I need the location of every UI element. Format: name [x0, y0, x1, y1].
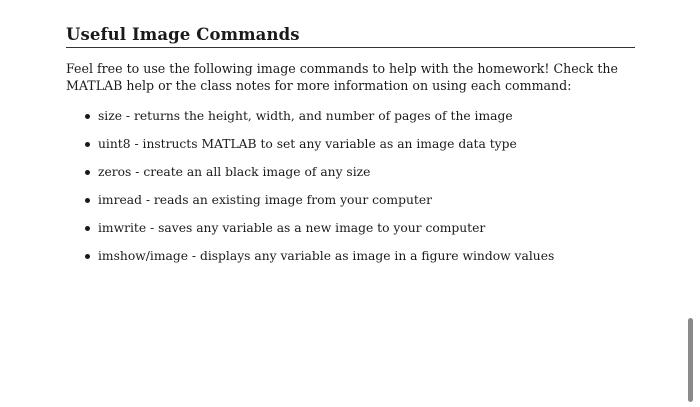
list-item [80, 218, 600, 246]
command-text: imread - reads an existing image from your computer [98, 193, 432, 207]
list-item [80, 246, 600, 274]
command-text: imwrite - saves any variable as a new image to your computer [98, 221, 486, 235]
command-text: imshow/image - displays any variable as image in a figure window values [98, 249, 555, 263]
bullet-icon [85, 142, 90, 147]
command-list [80, 106, 600, 274]
command-text: uint8 - instructs MATLAB to set any variable as an image data type [98, 137, 517, 151]
list-item [80, 190, 600, 218]
list-item [80, 162, 600, 190]
bullet-icon [85, 226, 90, 231]
intro-paragraph: Feel free to use the following image commands to help with the homework! Check the MATLAB help or the class notes for more information on using each command: [66, 61, 618, 93]
command-text: size - returns the height, width, and number of pages of the image [98, 109, 513, 123]
list-item [80, 134, 600, 162]
list-item [80, 106, 600, 134]
bullet-icon [85, 114, 90, 119]
vertical-scrollbar-thumb[interactable] [688, 318, 693, 402]
section-title: Useful Image Commands [66, 24, 635, 48]
bullet-icon [85, 254, 90, 259]
bullet-icon [85, 170, 90, 175]
bullet-icon [85, 198, 90, 203]
command-text: zeros - create an all black image of any size [98, 165, 371, 179]
